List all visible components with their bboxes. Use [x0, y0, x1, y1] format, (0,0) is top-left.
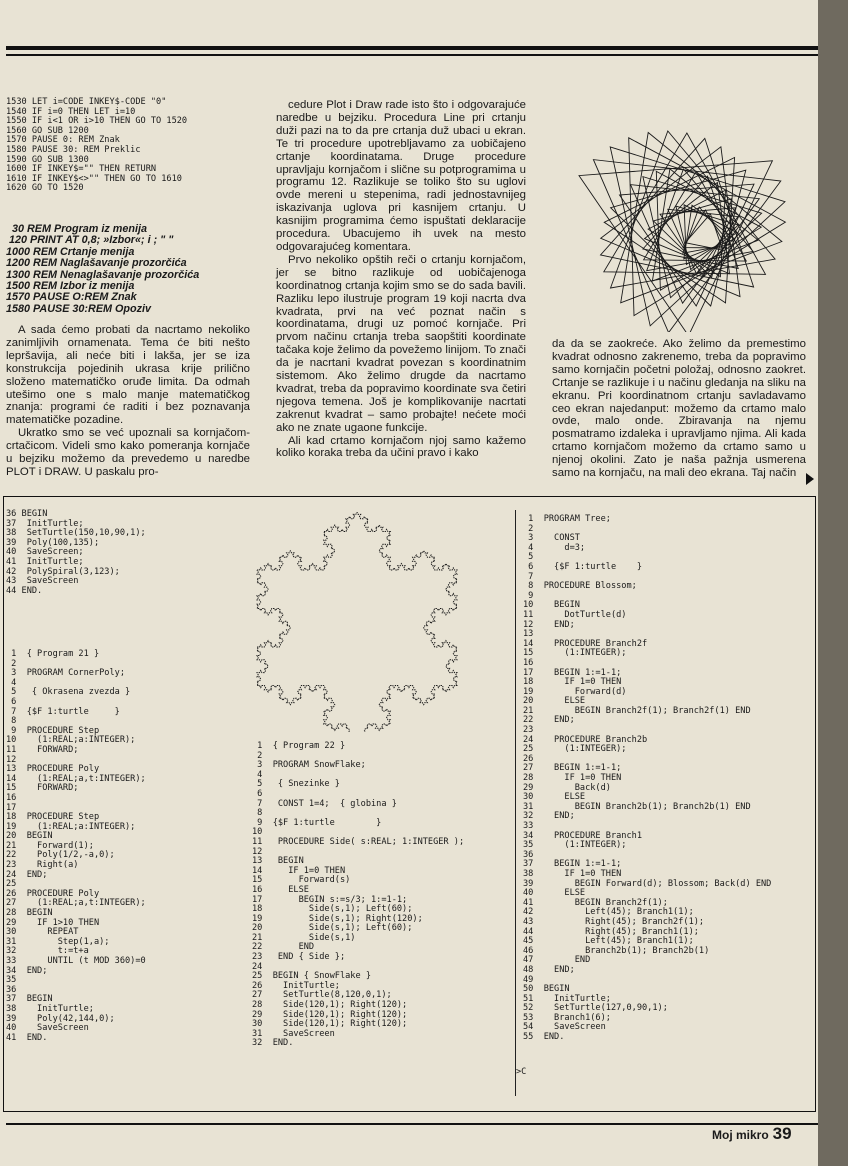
col1-paragraphs-paragraph: A sada ćemo probati da nacrtamo nekoliko zanimljivih ornamenata. Tema će biti nešto lepršavija, ali neće biti i lakša, jer se iza konstrukcija pojedinih ukrasa krije prilično složeno matematičko oruđe limita. Da odmah utešimo one s malo manje matematičkog znanja: programi će raditi i bez poznavanja matematičke pozadine.	[6, 324, 250, 427]
col1-paragraphs-paragraph: Ukratko smo se već upoznali sa kornjačom-crtačicom. Videli smo kako pomeranja kornjače u bejziku možemo da prevedemo u naredbe PLOT i DRAW. U paskalu pro-	[6, 427, 250, 478]
listing-program-21: 1 { Program 21 } 2 3 PROGRAM CornerPoly; 4 5 { Okrasena zvezda } 6 7 {$F 1:turtle } 8 9 PROCEDURE Step 10 (1:REAL;a:INTEGER); 11 FORWARD; 12 13 PROCEDURE Poly 14 (1:REAL;a,t:INTEGER); 15 FORWARD; 16 17 18 PROCEDURE Step 19 (1:REAL;a:INTEGER); 20 BEGIN 21 Forward(1); 22 Poly(1/2,-a,0); 23 Right(a) 24 END; 25 26 PROCEDURE Poly 27 (1:REAL;a,t:INTEGER); 28 BEGIN 29 IF 1>10 THEN 30 REPEAT 31 Step(1,a); 32 t:=t+a 33 UNTIL (t MOD 360)=0 34 END; 35 36 37 BEGIN 38 InitTurtle; 39 Poly(42,144,0); 40 SaveScreen 41 END.	[6, 649, 146, 1043]
spiral-triangle	[631, 185, 760, 304]
basic-listing: 1530 LET i=CODE INKEY$-CODE "0" 1540 IF i=0 THEN LET i=10 1550 IF i<1 OR i>10 THEN GO TO 1520 1560 GO SUB 1200 1570 PAUSE 0: REM Znak 1580 PAUSE 30: REM Preklic 1590 GO SUB 1300 1600 IF INKEY$="" THEN RETURN 1610 IF INKEY$<>"" THEN GO TO 1610 1620 GO TO 1520	[6, 97, 188, 194]
continue-arrow-icon	[806, 473, 814, 485]
prompt-marker: >C	[516, 1067, 527, 1077]
col2-paragraphs-paragraph: cedure Plot i Draw rade isto što i odgovarajuće naredbe u bejziku. Procedura Line pri crtanju duži pazi na to da pre crtanja duž ubaci u ekran. Te tri procedure upotrebljavamo za uobičajeno crtanje koordinatama. Druge procedure upravljaju kornjačom i slične su potprogramima u programu 12. Razlikuje se toliko što su uglovi ovde mereni u stepenima, radi jednostavnijeg iskazivanja uglova pri kasnijem crtanju. U kasnijim programima ćemo ispuštati deklaracije procedura. Ubacujemo ih uvek na mesto odgovarajućeg komentara.	[276, 99, 526, 253]
listing-main-top: 36 BEGIN 37 InitTurtle; 38 SetTurtle(150,10,90,1); 39 Poly(100,135); 40 SaveScreen; 41 InitTurtle; 42 PolySpiral(3,123); 43 SaveScreen 44 END.	[6, 509, 146, 596]
snowflake-figure	[232, 512, 482, 732]
top-rule	[6, 46, 818, 50]
article-column-1	[6, 324, 250, 479]
article-column-2	[276, 99, 526, 460]
col2-paragraphs-paragraph: Prvo nekoliko opštih reči o crtanju kornjačom, jer se bitno razlikuje od uobičajenoga koordinatnog crtanja kojim smo se do sada bavili. Razliku lepo ilustruje program 19 koji nacrta dva kvadrata, prvi na već poznat način s koordinatama, drugi uz pomoć kornjače. Pri prvom načinu crtanja treba saopštiti koordinate tačaka koje želimo da povežemo linijom. To znači da je nacrtani kvadrat povezan s koordinatnim sistemom. Ako želimo drugde da nacrtamo kvadrat, treba da popravimo koordinate sva četiri njegova temena. Još je komplikovanije nacrtati zakrenut kvadrat – samo probajte! nećete moći ako ne znate ugaone funkcije.	[276, 253, 526, 434]
page-number: 39	[772, 1124, 792, 1143]
listing-program-tree: 1 PROGRAM Tree; 2 3 CONST 4 d=3; 5 6 {$F 1:turtle } 7 8 PROCEDURE Blossom; 9 10 BEGIN 11 DotTurtle(d) 12 END; 13 14 PROCEDURE Branch2f 15 (1:INTEGER); 16 17 BEGIN 1:=1-1; 18 IF 1=0 THEN 19 Forward(d) 20 ELSE 21 BEGIN Branch2f(1); Branch2f(1) END 22 END; 23 24 PROCEDURE Branch2b 25 (1:INTEGER); 26 27 BEGIN 1:=1-1; 28 IF 1=0 THEN 29 Back(d) 30 ELSE 31 BEGIN Branch2b(1); Branch2b(1) END 32 END; 33 34 PROCEDURE Branch1 35 (1:INTEGER); 36 37 BEGIN 1:=1-1; 38 IF 1=0 THEN 39 BEGIN Forward(d); Blossom; Back(d) END 40 ELSE 41 BEGIN Branch2f(1); 42 Left(45); Branch1(1); 43 Right(45); Branch2f(1); 44 Right(45); Branch1(1); 45 Left(45); Branch1(1); 46 Branch2b(1); Branch2b(1) 47 END 48 END; 49 50 BEGIN 51 InitTurtle; 52 SetTurtle(127,0,90,1); 53 Branch1(6); 54 SaveScreen 55 END.	[523, 514, 772, 1043]
spiral-triangle	[593, 160, 780, 332]
col2-paragraphs-paragraph: Ali kad crtamo kornjačom njoj samo kažemo koliko koraka treba da učini pravo i kako	[276, 434, 526, 460]
rem-listing: 30 REM Program iz menija 120 PRINT AT 0,8; »Izbor«; i ; " " 1000 REM Crtanje menija 1200 REM Naglašavanje prozorčića 1300 REM Nenaglašavanje prozorčića 1500 REM Izbor iz menija 1570 PAUSE O:REM Znak 1580 PAUSE 30:REM Opoziv	[6, 223, 200, 315]
top-rule-thin	[6, 54, 818, 56]
footer-rule	[6, 1123, 818, 1125]
col3-paragraphs-paragraph: da da se zaokreće. Ako želimo da premestimo kvadrat odnosno zakrenemo, treba da popravimo samo kornjačin početni položaj, odnosno zaokret. Crtanje se razlikuje i u načinu gledanja na sliku na ekranu. Pri koordinatnom crtanju savladavamo ceo ekran najedanput: možemo da crtamo malo ovde, malo onde. Zbiravanja na njemu posmatramo izdaleka i upravljamo njima. Ali kada crtamo kornjačom možemo da crtamo samo u njenoj okolini. Zato je naša pažnja usmerena samo na kornjaču, na mali deo ekrana. Taj način	[552, 338, 806, 480]
article-column-3	[552, 338, 806, 480]
magazine-name: Moj mikro	[712, 1128, 769, 1142]
page-footer	[712, 1124, 792, 1144]
polyspiral-figure	[560, 92, 830, 332]
listing-program-22: 1 { Program 22 } 2 3 PROGRAM SnowFlake; 4 5 { Snezinke } 6 7 CONST 1=4; { globina } 8 9 {$F 1:turtle } 10 11 PROCEDURE Side( s:REAL; 1:INTEGER ); 12 13 BEGIN 14 IF 1=0 THEN 15 Forward(s) 16 ELSE 17 BEGIN s:=s/3; 1:=1-1; 18 Side(s,1); Left(60); 19 Side(s,1); Right(120); 20 Side(s,1); Left(60); 21 Side(s,1) 22 END 23 END { Side }; 24 25 BEGIN { SnowFlake } 26 InitTurtle; 27 SetTurtle(8,120,0,1); 28 Side(120,1); Right(120); 29 Side(120,1); Right(120); 30 Side(120,1); Right(120); 31 SaveScreen 32 END.	[252, 741, 465, 1049]
box-column-divider	[515, 510, 516, 1096]
